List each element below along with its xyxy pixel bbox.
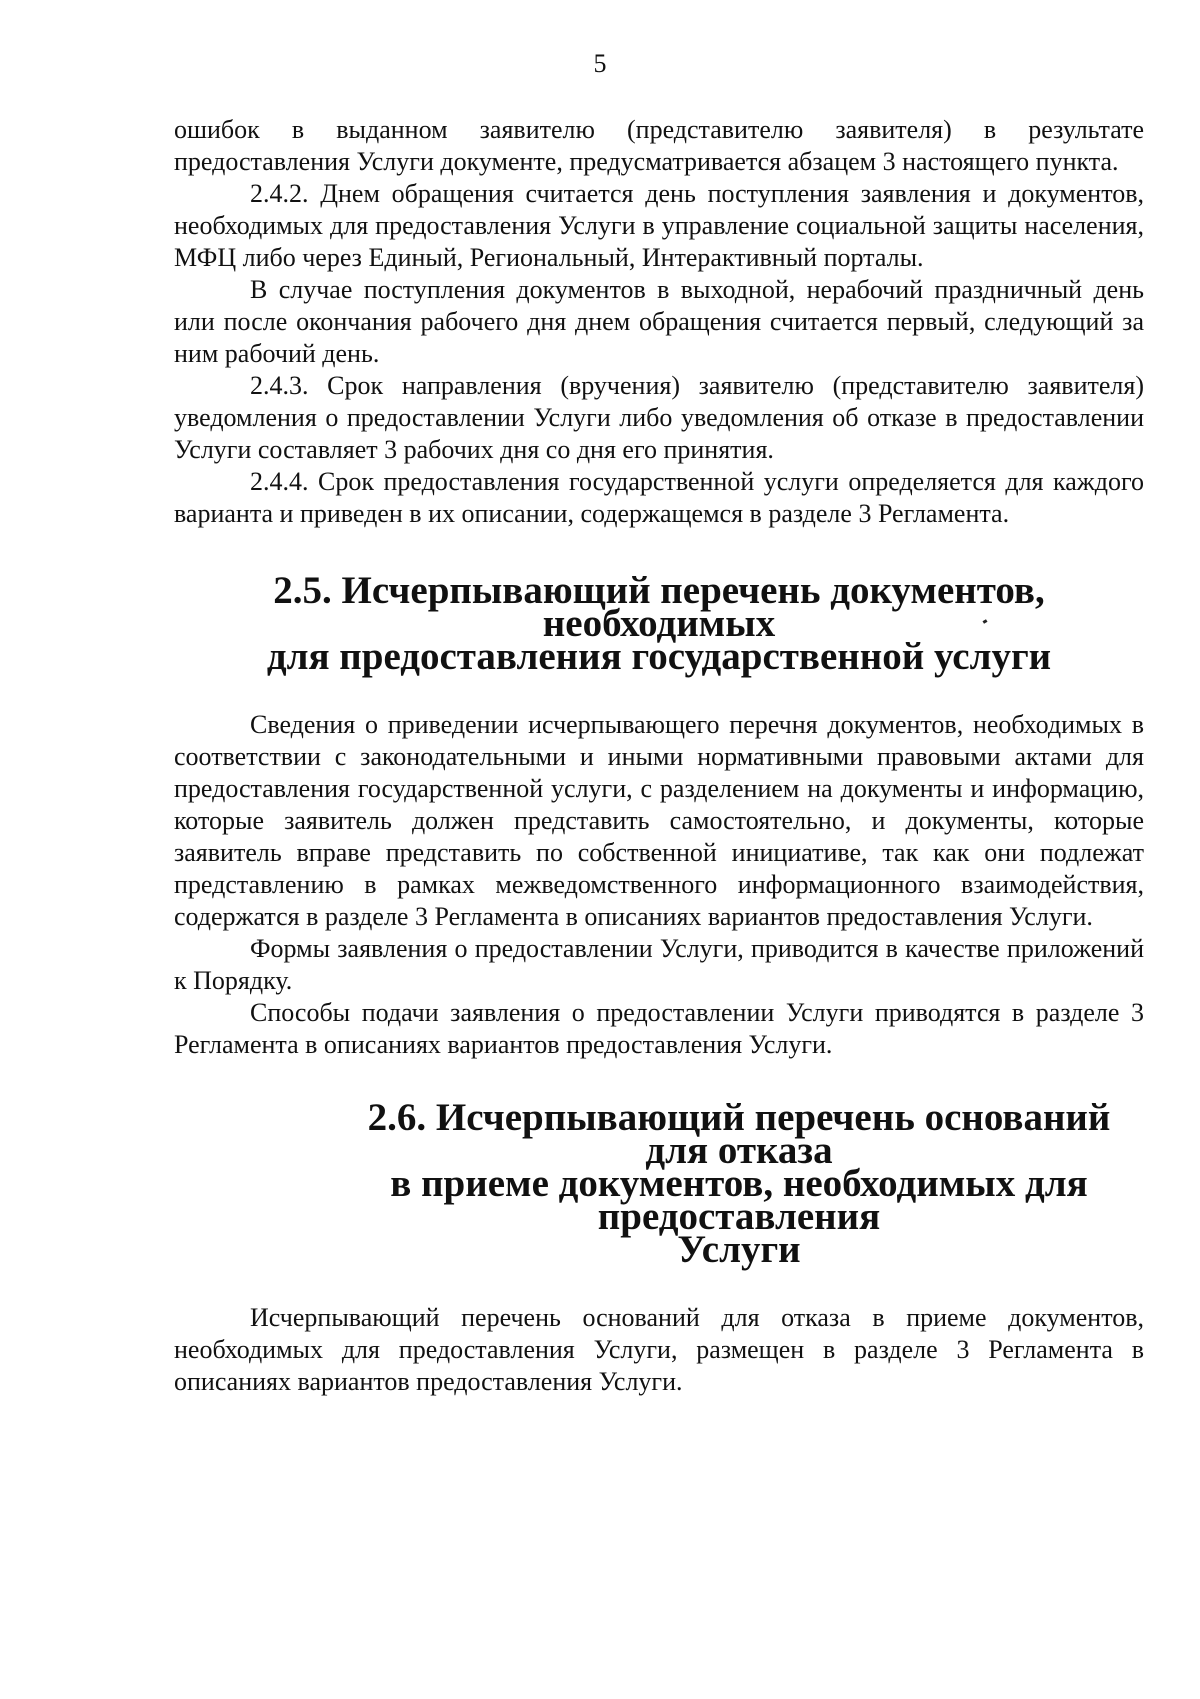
heading-line: в приеме документов, необходимых для предоставления	[390, 1162, 1088, 1238]
paragraph-non-working-day: В случае поступления документов в выходной, нерабочий праздничный день или после окончания рабочего дня днем обращения считается первый, следующий за ним рабочий день.	[174, 275, 1144, 368]
heading-line: 2.5. Исчерпывающий перечень документов, необходимых	[273, 569, 1045, 645]
paragraph-submission-methods: Способы подачи заявления о предоставлении Услуги приводятся в разделе 3 Регламента в описаниях вариантов предоставления Услуги.	[174, 998, 1144, 1059]
paragraph-application-forms: Формы заявления о предоставлении Услуги, приводится в качестве приложений к Порядку.	[174, 934, 1144, 995]
paragraph-documents-list: Сведения о приведении исчерпывающего перечня документов, необходимых в соответствии с законодательными и иными нормативными правовыми актами для предоставления государственной услуги, с разделением на документы и информацию, которые заявитель должен представить самостоятельно, и документы, которые заявитель вправе представить по собственной инициативе, так как они подлежат представлению в рамках межведомственного информационного взаимодействия, содержатся в разделе 3 Регламента в описаниях вариантов предоставления Услуги.	[174, 710, 1144, 931]
paragraph-2-4-2: 2.4.2. Днем обращения считается день поступления заявления и документов, необходимых для предоставления Услуги в управление социальной защиты населения, МФЦ либо через Единый, Региональный, Интерактивный порталы.	[174, 179, 1144, 272]
paragraph-2-4-4: 2.4.4. Срок предоставления государственной услуги определяется для каждого варианта и приведен в их описании, содержащемся в разделе 3 Регламента.	[174, 467, 1144, 528]
section-heading-2-6	[334, 1096, 1144, 1271]
document-body	[174, 114, 1144, 1398]
heading-line: Услуги	[677, 1228, 801, 1271]
paragraph-2-4-3: 2.4.3. Срок направления (вручения) заявителю (представителю заявителя) уведомления о предоставлении Услуги либо уведомления об отказе в предоставлении Услуги составляет 3 рабочих дня со дня его принятия.	[174, 371, 1144, 464]
paragraph-refusal-grounds: Исчерпывающий перечень оснований для отказа в приеме документов, необходимых для предоставления Услуги, размещен в разделе 3 Регламента в описаниях вариантов предоставления Услуги.	[174, 1303, 1144, 1396]
heading-line: 2.6. Исчерпывающий перечень оснований для отказа	[367, 1096, 1111, 1172]
section-heading-2-5	[174, 569, 1144, 678]
page-number: 5	[593, 49, 607, 78]
heading-line: для предоставления государственной услуги	[266, 635, 1052, 678]
paragraph-continuation: ошибок в выданном заявителю (представителю заявителя) в результате предоставления Услуги документе, предусматривается абзацем 3 настоящего пункта.	[174, 115, 1144, 176]
